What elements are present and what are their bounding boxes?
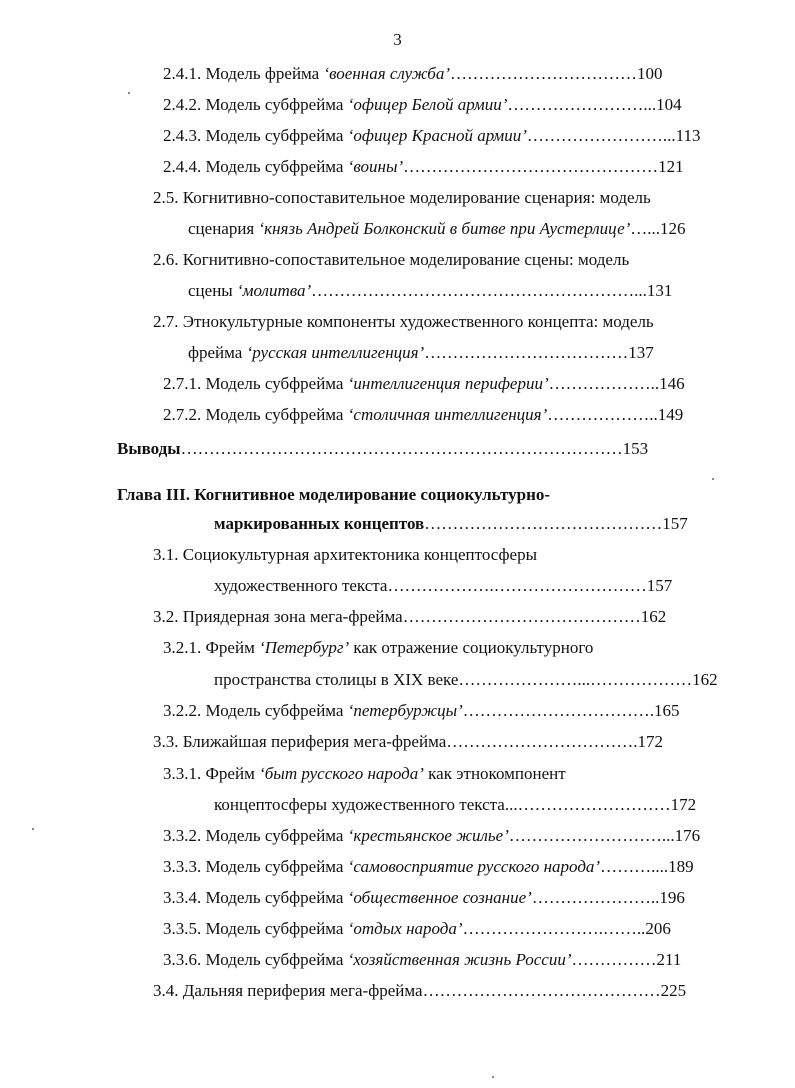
toc-text: 2.7. Этнокультурные компоненты художественного концепта: модель (153, 312, 654, 331)
toc-frame-name: ‘хозяйственная жизнь России’ (347, 950, 572, 969)
toc-entry (163, 405, 683, 425)
toc-page-number: 162 (640, 607, 667, 626)
toc-leader: …………………………………………………... (311, 281, 647, 300)
toc-entry (188, 343, 654, 363)
toc-leader: ……………….……………………… (387, 576, 647, 595)
toc-leader: …………………………………… (422, 981, 661, 1000)
toc-frame-name: ‘военная служба’ (323, 64, 451, 83)
toc-entry (188, 281, 672, 301)
toc-text: 3.3.4. Модель субфрейма (163, 888, 348, 907)
scan-speck (32, 828, 34, 830)
toc-leader: …………………………………… (424, 514, 663, 533)
toc-text: 3.2. Приядерная зона мега-фрейма (153, 607, 403, 626)
toc-leader: ………………………... (508, 826, 675, 845)
toc-leader: ...……………………… (504, 795, 671, 814)
toc-text: 2.5. Когнитивно-сопоставительное моделирование сценария: модель (153, 188, 651, 207)
toc-frame-name: ‘общественное сознание’ (347, 888, 532, 907)
toc-frame-name: ‘офицер Красной армии’ (347, 126, 527, 145)
toc-leader: ……………………... (507, 95, 657, 114)
toc-leader: ……………………………. (446, 732, 638, 751)
toc-text: 3.3.1. Фрейм (163, 764, 260, 783)
toc-entry (214, 514, 688, 534)
toc-page-number: 172 (637, 732, 664, 751)
toc-heading: Выводы (117, 439, 181, 458)
toc-entry (153, 981, 686, 1001)
toc-text: 2.4.4. Модель субфрейма (163, 157, 348, 176)
toc-text: фрейма (188, 343, 247, 362)
toc-frame-name: ‘Петербург’ (259, 638, 350, 657)
toc-entry (153, 545, 537, 565)
toc-text: 2.4.3. Модель субфрейма (163, 126, 348, 145)
toc-entry (117, 439, 648, 459)
toc-entry (163, 64, 663, 84)
toc-leader: ……………………………… (424, 343, 629, 362)
toc-leader: ……………………………. (462, 701, 654, 720)
toc-page-number: 131 (646, 281, 673, 300)
toc-page-number: 206 (645, 919, 671, 938)
toc-text: сценария (188, 219, 259, 238)
toc-frame-name: ‘молитва’ (236, 281, 312, 300)
toc-frame-name: ‘петербуржцы’ (347, 701, 463, 720)
toc-entry (163, 638, 593, 658)
toc-frame-name: ‘крестьянское жилье’ (347, 826, 509, 845)
toc-page-number: 137 (628, 343, 654, 362)
toc-entry (214, 576, 672, 596)
toc-entry (163, 701, 680, 721)
toc-page-number: 100 (637, 64, 663, 83)
toc-page-number: 176 (674, 826, 701, 845)
toc-entry (153, 607, 666, 627)
toc-text: 3.3.2. Модель субфрейма (163, 826, 348, 845)
toc-page-number: 196 (659, 888, 685, 907)
toc-entry (153, 732, 663, 752)
toc-page-number: 104 (656, 95, 682, 114)
toc-entry (117, 485, 550, 505)
toc-heading: маркированных концептов (214, 514, 425, 533)
scan-speck (492, 1076, 494, 1078)
toc-text: 3.4. Дальняя периферия мега-фрейма (153, 981, 423, 1000)
toc-text: 3.3. Ближайшая периферия мега-фрейма (153, 732, 447, 751)
toc-leader: ……………….. (548, 374, 660, 393)
toc-text: 2.7.1. Модель субфрейма (163, 374, 348, 393)
toc-page-number: 146 (659, 374, 685, 393)
scan-speck (128, 92, 130, 94)
toc-frame-name: ‘интеллигенция периферии’ (347, 374, 549, 393)
toc-leader: ……………………... (526, 126, 676, 145)
toc-text: 3.2.2. Модель субфрейма (163, 701, 348, 720)
toc-heading: Глава III. Когнитивное моделирование социокультурно- (117, 485, 551, 504)
toc-entry (214, 795, 696, 815)
toc-text: 3.1. Социокультурная архитектоника концептосферы (153, 545, 538, 564)
toc-entry (163, 857, 694, 877)
toc-page-number: 157 (646, 576, 673, 595)
toc-entry (153, 312, 654, 332)
toc-entry (188, 219, 686, 239)
toc-entry (163, 374, 685, 394)
scan-speck (712, 478, 714, 480)
toc-entry (163, 919, 671, 939)
toc-page-number: 113 (675, 126, 701, 145)
toc-entry (153, 250, 629, 270)
toc-frame-name: ‘офицер Белой армии’ (347, 95, 508, 114)
toc-page-number: 157 (662, 514, 688, 533)
toc-page-number: 172 (670, 795, 697, 814)
toc-leader: …………………….…….. (462, 919, 646, 938)
toc-leader: …... (630, 219, 661, 238)
toc-text-cont: как отражение социокультурного (349, 638, 594, 657)
toc-frame-name: ‘воины’ (347, 157, 404, 176)
toc-text: концептосферы художественного текста (214, 795, 505, 814)
toc-text-cont: как этнокомпонент (423, 764, 566, 783)
toc-frame-name: ‘столичная интеллигенция’ (347, 405, 548, 424)
toc-entry (163, 826, 700, 846)
toc-frame-name: ‘князь Андрей Болконский в битве при Аустерлице’ (258, 219, 631, 238)
toc-text: сцены (188, 281, 237, 300)
toc-page-number: 189 (668, 857, 694, 876)
toc-frame-name: ‘самовосприятие русского народа’ (347, 857, 601, 876)
toc-page-number: 126 (660, 219, 686, 238)
toc-page-number: 149 (657, 405, 684, 424)
toc-text: 2.4.1. Модель фрейма (163, 64, 324, 83)
toc-frame-name: ‘быт русского народа’ (259, 764, 424, 783)
toc-leader: …………………………………………………………………… (180, 439, 623, 458)
toc-text: художественного текста (214, 576, 388, 595)
toc-frame-name: ‘русская интеллигенция’ (246, 343, 425, 362)
toc-text: 3.3.5. Модель субфрейма (163, 919, 348, 938)
toc-text: 2.4.2. Модель субфрейма (163, 95, 348, 114)
toc-frame-name: ‘отдых народа’ (347, 919, 463, 938)
toc-page-number: 153 (622, 439, 649, 458)
toc-page-number: 165 (654, 701, 680, 720)
toc-page-number: 162 (692, 670, 718, 689)
toc-leader: ……………………………………… (403, 157, 659, 176)
toc-entry (153, 188, 651, 208)
toc-text: 2.7.2. Модель субфрейма (163, 405, 348, 424)
toc-entry (214, 670, 718, 690)
toc-entry (163, 764, 566, 784)
toc-entry (163, 888, 685, 908)
toc-text: 3.3.6. Модель субфрейма (163, 950, 348, 969)
toc-text: 2.6. Когнитивно-сопоставительное моделирование сцены: модель (153, 250, 630, 269)
toc-leader: ……………….. (547, 405, 658, 424)
toc-text: 3.3.3. Модель субфрейма (163, 857, 348, 876)
toc-entry (163, 157, 684, 177)
toc-page-number: 121 (658, 157, 684, 176)
toc-entry (163, 126, 701, 146)
toc-entry (163, 95, 682, 115)
toc-leader: ………………….. (531, 888, 660, 907)
toc-entry (163, 950, 681, 970)
toc-leader: …………………………… (450, 64, 638, 83)
page-number: 3 (393, 30, 402, 49)
toc-page-number: 225 (660, 981, 687, 1000)
toc-leader: ……….... (600, 857, 669, 876)
toc-page-number: 211 (656, 950, 682, 969)
toc-leader: …………………………………… (402, 607, 641, 626)
toc-text: 3.2.1. Фрейм (163, 638, 260, 657)
toc-leader: …………… (571, 950, 657, 969)
toc-leader: …………………...……………… (458, 670, 693, 689)
toc-text: пространства столицы в XIX веке (214, 670, 459, 689)
